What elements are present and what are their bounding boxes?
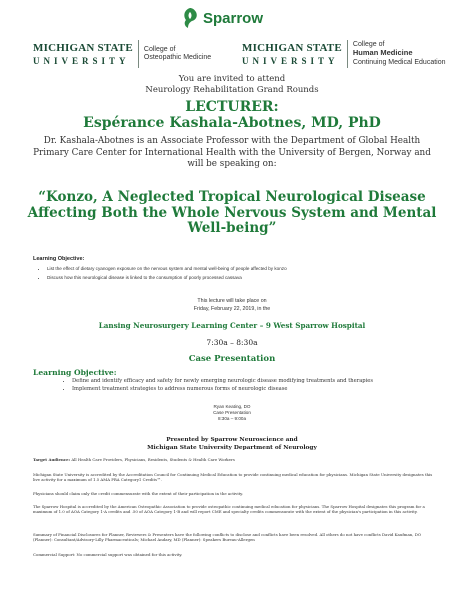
event-series: Neurology Rehabilitation Grand Rounds [145,85,319,95]
list-item: • List the effect of dietary cyanogen exposure on the nervous system and mental well-being of people affected by konzo [47,264,447,273]
invite-line: You are invited to attend [178,74,286,84]
learning-objective-heading: Learning Objective: [33,256,85,262]
msu-wordmark: MICHIGAN STATE UNIVERSITY [33,41,133,66]
case-presentation-heading: Case Presentation [188,354,276,364]
learning-objective-list [33,264,447,282]
case-speaker: Ryan Keating, DO Case Presentation 8:30a – 9:00a [213,404,251,421]
msu-chm-logo [242,40,446,68]
disclosures-statement: Summary of Financial Disclosures for Planner, Reviewers & Presenters have the following conflicts to disclose and conflicts have been resolved. All others do not have conflicts David Kaufman, DO (Planner): Consultant/Advisory-Lilly Pharmaceuticals; Michael Andary, MD (Planner): Speakers Bureau-Allergen [33,532,422,542]
event-date: This lecture will take place on Friday, February 22, 2019, in the [193,298,271,312]
accreditation-statement: Michigan State University is accredited by the Accreditation Council for Continuing Medical Education to provide continuing medical education for physicians. Michigan State University designates this live activity for a maximum of 1.5 AMA PRA Category1 Credits™. [33,472,433,482]
lecturer-heading: LECTURER: [185,99,279,115]
target-audience: Target Audience: All Health Care Providers, Physicians, Residents, Students & Health Care Workers [33,457,235,462]
msu-com-logo [33,40,211,68]
list-item: • Define and identify efficacy and safety for newly emerging neurologic disease modifying treatments and therapies [72,378,452,386]
msu-wordmark: MICHIGAN STATE UNIVERSITY [242,41,342,66]
logo-divider [347,40,348,68]
case-objective-list [58,378,452,393]
list-item: • Implement treatment strategies to address numerous forms of neurologic disease [72,386,452,394]
sparrow-bird-icon [180,7,200,29]
commercial-support-statement: Commercial Support: No commercial support was obtained for this activity. [33,552,183,557]
invitation [0,74,464,96]
credit-claim-statement: Physicians should claim only the credit commensurate with the extent of their participation in the activity. [33,491,244,496]
event-time: 7:30a – 8:30a [206,338,258,347]
event-venue: Lansing Neurosurgery Learning Center – 9 West Sparrow Hospital [98,321,366,330]
logo-divider [138,40,139,68]
sparrow-logo [180,6,263,30]
talk-title: “Konzo, A Neglected Tropical Neurological Disease Affecting Both the Whole Nervous System and Mental Well-being” [27,189,437,236]
sparrow-logo-text: Sparrow [203,9,264,27]
presented-by: Presented by Sparrow Neuroscience and Michigan State University Department of Neurology [147,437,317,451]
list-item: • Discuss how this neurological disease is linked to the consumption of poorly processed cassava [47,273,447,282]
college-name: College of Osteopathic Medicine [143,45,212,61]
aoa-statement: The Sparrow Hospital is accredited by the American Osteopathic Association to provide osteopathic continuing medical education for physicians. The Sparrow Hospital designates this program for a maximum of 1.0 of AOA Category 1-A credits and .50 of AOA Category 1-B and will report CME and specialty credits commensurate with the extent of the physician's participation in this activity. [33,504,425,514]
college-name: College of Human Medicine Continuing Medical Education [352,40,446,66]
lecturer-name: Espérance Kashala-Abotnes, MD, PhD [83,115,381,131]
lecturer-bio: Dr. Kashala-Abotnes is an Associate Professor with the Department of Global Health Primary Care Center for International Health with the University of Bergen, Norway and will be speaking on: [33,136,431,169]
case-objective-heading: Learning Objective: [33,368,117,377]
